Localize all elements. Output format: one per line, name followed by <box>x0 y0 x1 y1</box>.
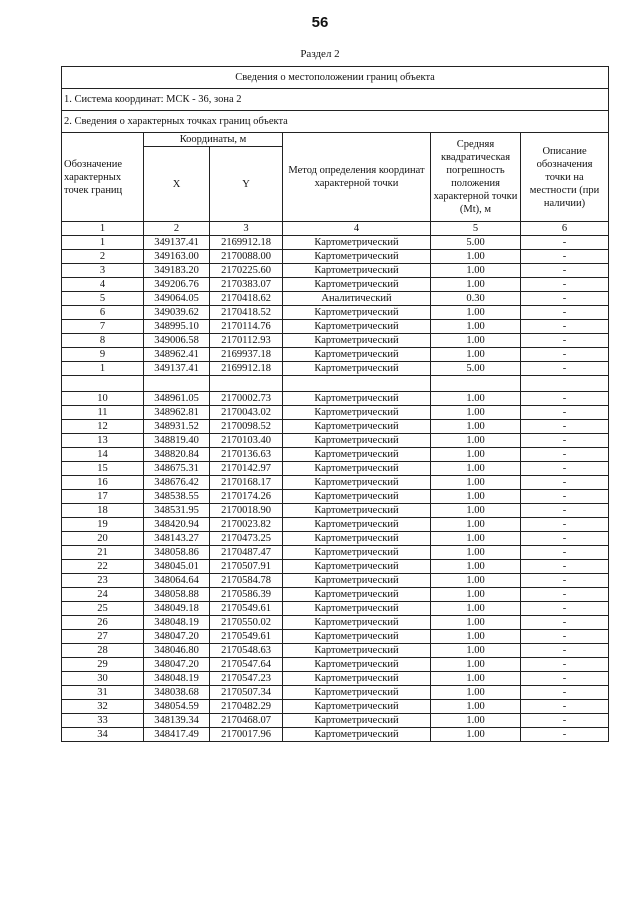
coord-y: 2170507.34 <box>210 686 283 700</box>
coord-x: 348819.40 <box>144 434 210 448</box>
point-number: 1 <box>62 236 144 250</box>
description: - <box>521 644 609 658</box>
coord-y: 2169937.18 <box>210 348 283 362</box>
method: Картометрический <box>283 700 431 714</box>
description: - <box>521 236 609 250</box>
description: - <box>521 602 609 616</box>
error-mt: 1.00 <box>431 420 521 434</box>
method: Картометрический <box>283 532 431 546</box>
coord-y: 2170136.63 <box>210 448 283 462</box>
table-row <box>62 546 609 560</box>
error-mt: 0.30 <box>431 292 521 306</box>
error-mt: 1.00 <box>431 476 521 490</box>
coord-x: 348995.10 <box>144 320 210 334</box>
method: Картометрический <box>283 236 431 250</box>
error-mt: 1.00 <box>431 728 521 742</box>
description: - <box>521 588 609 602</box>
point-number: 1 <box>62 362 144 376</box>
table-row <box>62 714 609 728</box>
header-method: Метод определения координат характерной точки <box>283 133 431 222</box>
header-point: Обозначение характерных точек границ <box>62 133 144 222</box>
coord-x: 349039.62 <box>144 306 210 320</box>
coord-y: 2170418.62 <box>210 292 283 306</box>
point-number: 25 <box>62 602 144 616</box>
method: Картометрический <box>283 250 431 264</box>
point-number: 33 <box>62 714 144 728</box>
coord-x: 348538.55 <box>144 490 210 504</box>
coord-x: 348047.20 <box>144 630 210 644</box>
table-row <box>62 574 609 588</box>
error-mt: 1.00 <box>431 546 521 560</box>
description: - <box>521 434 609 448</box>
error-mt: 1.00 <box>431 630 521 644</box>
description: - <box>521 334 609 348</box>
coord-x: 348058.88 <box>144 588 210 602</box>
table-row <box>62 462 609 476</box>
coord-y: 2170584.78 <box>210 574 283 588</box>
coord-x: 348047.20 <box>144 658 210 672</box>
method: Картометрический <box>283 504 431 518</box>
method: Аналитический <box>283 292 431 306</box>
header-description: Описание обозначения точки на местности (при наличии) <box>521 133 609 222</box>
coord-y: 2170142.97 <box>210 462 283 476</box>
coord-y: 2170418.52 <box>210 306 283 320</box>
point-number: 31 <box>62 686 144 700</box>
description: - <box>521 420 609 434</box>
error-mt: 1.00 <box>431 700 521 714</box>
table-row <box>62 644 609 658</box>
description: - <box>521 490 609 504</box>
coord-y: 2170550.02 <box>210 616 283 630</box>
method: Картометрический <box>283 264 431 278</box>
point-number: 24 <box>62 588 144 602</box>
coord-y: 2170482.29 <box>210 700 283 714</box>
table-row <box>62 476 609 490</box>
coord-x: 348139.34 <box>144 714 210 728</box>
error-mt: 1.00 <box>431 264 521 278</box>
error-mt: 1.00 <box>431 672 521 686</box>
section-title: Раздел 2 <box>300 48 340 60</box>
coord-x: 349006.58 <box>144 334 210 348</box>
description: - <box>521 532 609 546</box>
points-heading: 2. Сведения о характерных точках границ объекта <box>62 111 609 133</box>
method: Картометрический <box>283 602 431 616</box>
table-row <box>62 348 609 362</box>
coord-y: 2170549.61 <box>210 630 283 644</box>
coord-y: 2170547.64 <box>210 658 283 672</box>
coord-x: 348049.18 <box>144 602 210 616</box>
coord-x: 348962.81 <box>144 406 210 420</box>
coord-x: 348962.41 <box>144 348 210 362</box>
table-row <box>62 630 609 644</box>
point-number: 23 <box>62 574 144 588</box>
header-coords: Координаты, м <box>144 133 283 147</box>
description: - <box>521 672 609 686</box>
coord-x: 348046.80 <box>144 644 210 658</box>
method: Картометрический <box>283 278 431 292</box>
point-number: 13 <box>62 434 144 448</box>
coord-x: 348058.86 <box>144 546 210 560</box>
method: Картометрический <box>283 728 431 742</box>
point-number: 5 <box>62 292 144 306</box>
error-mt: 1.00 <box>431 278 521 292</box>
table-row <box>62 292 609 306</box>
point-number: 27 <box>62 630 144 644</box>
table-row <box>62 616 609 630</box>
table-row <box>62 264 609 278</box>
error-mt: 1.00 <box>431 348 521 362</box>
point-number: 22 <box>62 560 144 574</box>
empty-cell <box>144 376 210 392</box>
column-number: 5 <box>431 222 521 236</box>
table-row <box>62 672 609 686</box>
method: Картометрический <box>283 588 431 602</box>
description: - <box>521 560 609 574</box>
description: - <box>521 574 609 588</box>
table-row <box>62 490 609 504</box>
method: Картометрический <box>283 434 431 448</box>
coord-y: 2170002.73 <box>210 392 283 406</box>
error-mt: 5.00 <box>431 362 521 376</box>
error-mt: 1.00 <box>431 504 521 518</box>
description: - <box>521 546 609 560</box>
coord-y: 2170023.82 <box>210 518 283 532</box>
description: - <box>521 504 609 518</box>
table-title: Сведения о местоположении границ объекта <box>62 67 609 89</box>
table-row <box>62 392 609 406</box>
table-row <box>62 362 609 376</box>
column-number: 4 <box>283 222 431 236</box>
column-number: 1 <box>62 222 144 236</box>
error-mt: 5.00 <box>431 236 521 250</box>
coord-y: 2170548.63 <box>210 644 283 658</box>
method: Картометрический <box>283 630 431 644</box>
coord-x: 348420.94 <box>144 518 210 532</box>
coord-x: 348048.19 <box>144 616 210 630</box>
table-row <box>62 278 609 292</box>
error-mt: 1.00 <box>431 574 521 588</box>
point-number: 19 <box>62 518 144 532</box>
coord-x: 348531.95 <box>144 504 210 518</box>
coord-x: 348064.64 <box>144 574 210 588</box>
coord-x: 348038.68 <box>144 686 210 700</box>
coord-x: 348417.49 <box>144 728 210 742</box>
method: Картометрический <box>283 672 431 686</box>
point-number: 30 <box>62 672 144 686</box>
table-row <box>62 560 609 574</box>
column-number: 6 <box>521 222 609 236</box>
table-row <box>62 532 609 546</box>
method: Картометрический <box>283 348 431 362</box>
method: Картометрический <box>283 616 431 630</box>
method: Картометрический <box>283 462 431 476</box>
description: - <box>521 686 609 700</box>
coord-y: 2169912.18 <box>210 236 283 250</box>
point-number: 7 <box>62 320 144 334</box>
error-mt: 1.00 <box>431 250 521 264</box>
method: Картометрический <box>283 714 431 728</box>
separator-row <box>62 376 609 392</box>
page-number: 56 <box>311 14 329 31</box>
coord-y: 2170098.52 <box>210 420 283 434</box>
point-number: 15 <box>62 462 144 476</box>
description: - <box>521 264 609 278</box>
header-x: X <box>144 147 210 222</box>
column-number: 2 <box>144 222 210 236</box>
point-number: 16 <box>62 476 144 490</box>
coord-y: 2170168.17 <box>210 476 283 490</box>
table-row <box>62 588 609 602</box>
description: - <box>521 658 609 672</box>
method: Картометрический <box>283 658 431 672</box>
coord-x: 348676.42 <box>144 476 210 490</box>
coord-y: 2170586.39 <box>210 588 283 602</box>
table-row <box>62 728 609 742</box>
error-mt: 1.00 <box>431 560 521 574</box>
point-number: 10 <box>62 392 144 406</box>
coord-x: 349064.05 <box>144 292 210 306</box>
coord-y: 2170547.23 <box>210 672 283 686</box>
coord-y: 2170103.40 <box>210 434 283 448</box>
description: - <box>521 616 609 630</box>
error-mt: 1.00 <box>431 392 521 406</box>
boundary-points-table <box>61 66 609 742</box>
error-mt: 1.00 <box>431 602 521 616</box>
method: Картометрический <box>283 490 431 504</box>
method: Картометрический <box>283 406 431 420</box>
error-mt: 1.00 <box>431 686 521 700</box>
point-number: 18 <box>62 504 144 518</box>
method: Картометрический <box>283 518 431 532</box>
point-number: 17 <box>62 490 144 504</box>
table-row <box>62 406 609 420</box>
point-number: 28 <box>62 644 144 658</box>
coord-y: 2170114.76 <box>210 320 283 334</box>
empty-cell <box>62 376 144 392</box>
error-mt: 1.00 <box>431 518 521 532</box>
point-number: 9 <box>62 348 144 362</box>
coord-x: 348143.27 <box>144 532 210 546</box>
description: - <box>521 320 609 334</box>
method: Картометрический <box>283 574 431 588</box>
error-mt: 1.00 <box>431 448 521 462</box>
empty-cell <box>521 376 609 392</box>
description: - <box>521 278 609 292</box>
coord-x: 349137.41 <box>144 236 210 250</box>
method: Картометрический <box>283 420 431 434</box>
method: Картометрический <box>283 560 431 574</box>
coord-x: 348048.19 <box>144 672 210 686</box>
error-mt: 1.00 <box>431 658 521 672</box>
point-number: 6 <box>62 306 144 320</box>
description: - <box>521 406 609 420</box>
description: - <box>521 714 609 728</box>
method: Картометрический <box>283 546 431 560</box>
coord-x: 348931.52 <box>144 420 210 434</box>
error-mt: 1.00 <box>431 490 521 504</box>
table-row <box>62 434 609 448</box>
table-row <box>62 236 609 250</box>
empty-cell <box>283 376 431 392</box>
table-row <box>62 448 609 462</box>
point-number: 12 <box>62 420 144 434</box>
coord-y: 2170017.96 <box>210 728 283 742</box>
method: Картометрический <box>283 448 431 462</box>
error-mt: 1.00 <box>431 406 521 420</box>
coord-y: 2170174.26 <box>210 490 283 504</box>
point-number: 32 <box>62 700 144 714</box>
point-number: 20 <box>62 532 144 546</box>
point-number: 8 <box>62 334 144 348</box>
method: Картометрический <box>283 686 431 700</box>
description: - <box>521 448 609 462</box>
coord-y: 2169912.18 <box>210 362 283 376</box>
description: - <box>521 348 609 362</box>
coord-x: 348820.84 <box>144 448 210 462</box>
coord-y: 2170487.47 <box>210 546 283 560</box>
method: Картометрический <box>283 362 431 376</box>
error-mt: 1.00 <box>431 434 521 448</box>
description: - <box>521 392 609 406</box>
coord-x: 348045.01 <box>144 560 210 574</box>
description: - <box>521 250 609 264</box>
coord-x: 348054.59 <box>144 700 210 714</box>
description: - <box>521 630 609 644</box>
error-mt: 1.00 <box>431 588 521 602</box>
method: Картометрический <box>283 392 431 406</box>
error-mt: 1.00 <box>431 306 521 320</box>
method: Картометрический <box>283 476 431 490</box>
coord-y: 2170225.60 <box>210 264 283 278</box>
error-mt: 1.00 <box>431 644 521 658</box>
empty-cell <box>431 376 521 392</box>
description: - <box>521 700 609 714</box>
description: - <box>521 292 609 306</box>
coord-x: 348675.31 <box>144 462 210 476</box>
coordinate-system: 1. Система координат: МСК - 36, зона 2 <box>62 89 609 111</box>
table-row <box>62 250 609 264</box>
error-mt: 1.00 <box>431 532 521 546</box>
header-error: Средняя квадратическая погрешность положения характерной точки (Mt), м <box>431 133 521 222</box>
coord-x: 348961.05 <box>144 392 210 406</box>
point-number: 4 <box>62 278 144 292</box>
point-number: 11 <box>62 406 144 420</box>
coord-x: 349206.76 <box>144 278 210 292</box>
table-row <box>62 700 609 714</box>
table-row <box>62 334 609 348</box>
point-number: 3 <box>62 264 144 278</box>
column-numbers-row <box>62 222 609 236</box>
description: - <box>521 476 609 490</box>
method: Картометрический <box>283 306 431 320</box>
table-row <box>62 504 609 518</box>
table-row <box>62 602 609 616</box>
description: - <box>521 306 609 320</box>
point-number: 26 <box>62 616 144 630</box>
coord-y: 2170549.61 <box>210 602 283 616</box>
coord-y: 2170468.07 <box>210 714 283 728</box>
error-mt: 1.00 <box>431 320 521 334</box>
table-row <box>62 686 609 700</box>
header-y: Y <box>210 147 283 222</box>
error-mt: 1.00 <box>431 334 521 348</box>
table-row <box>62 306 609 320</box>
point-number: 14 <box>62 448 144 462</box>
coord-x: 349163.00 <box>144 250 210 264</box>
coord-x: 349137.41 <box>144 362 210 376</box>
error-mt: 1.00 <box>431 616 521 630</box>
coord-x: 349183.20 <box>144 264 210 278</box>
description: - <box>521 362 609 376</box>
point-number: 29 <box>62 658 144 672</box>
point-number: 21 <box>62 546 144 560</box>
coord-y: 2170473.25 <box>210 532 283 546</box>
coord-y: 2170088.00 <box>210 250 283 264</box>
column-number: 3 <box>210 222 283 236</box>
table-row <box>62 658 609 672</box>
description: - <box>521 462 609 476</box>
description: - <box>521 728 609 742</box>
empty-cell <box>210 376 283 392</box>
coord-y: 2170043.02 <box>210 406 283 420</box>
error-mt: 1.00 <box>431 714 521 728</box>
coord-y: 2170018.90 <box>210 504 283 518</box>
table-row <box>62 420 609 434</box>
table-row <box>62 518 609 532</box>
method: Картометрический <box>283 644 431 658</box>
table-row <box>62 320 609 334</box>
error-mt: 1.00 <box>431 462 521 476</box>
point-number: 2 <box>62 250 144 264</box>
method: Картометрический <box>283 334 431 348</box>
method: Картометрический <box>283 320 431 334</box>
description: - <box>521 518 609 532</box>
point-number: 34 <box>62 728 144 742</box>
coord-y: 2170112.93 <box>210 334 283 348</box>
coord-y: 2170507.91 <box>210 560 283 574</box>
coord-y: 2170383.07 <box>210 278 283 292</box>
